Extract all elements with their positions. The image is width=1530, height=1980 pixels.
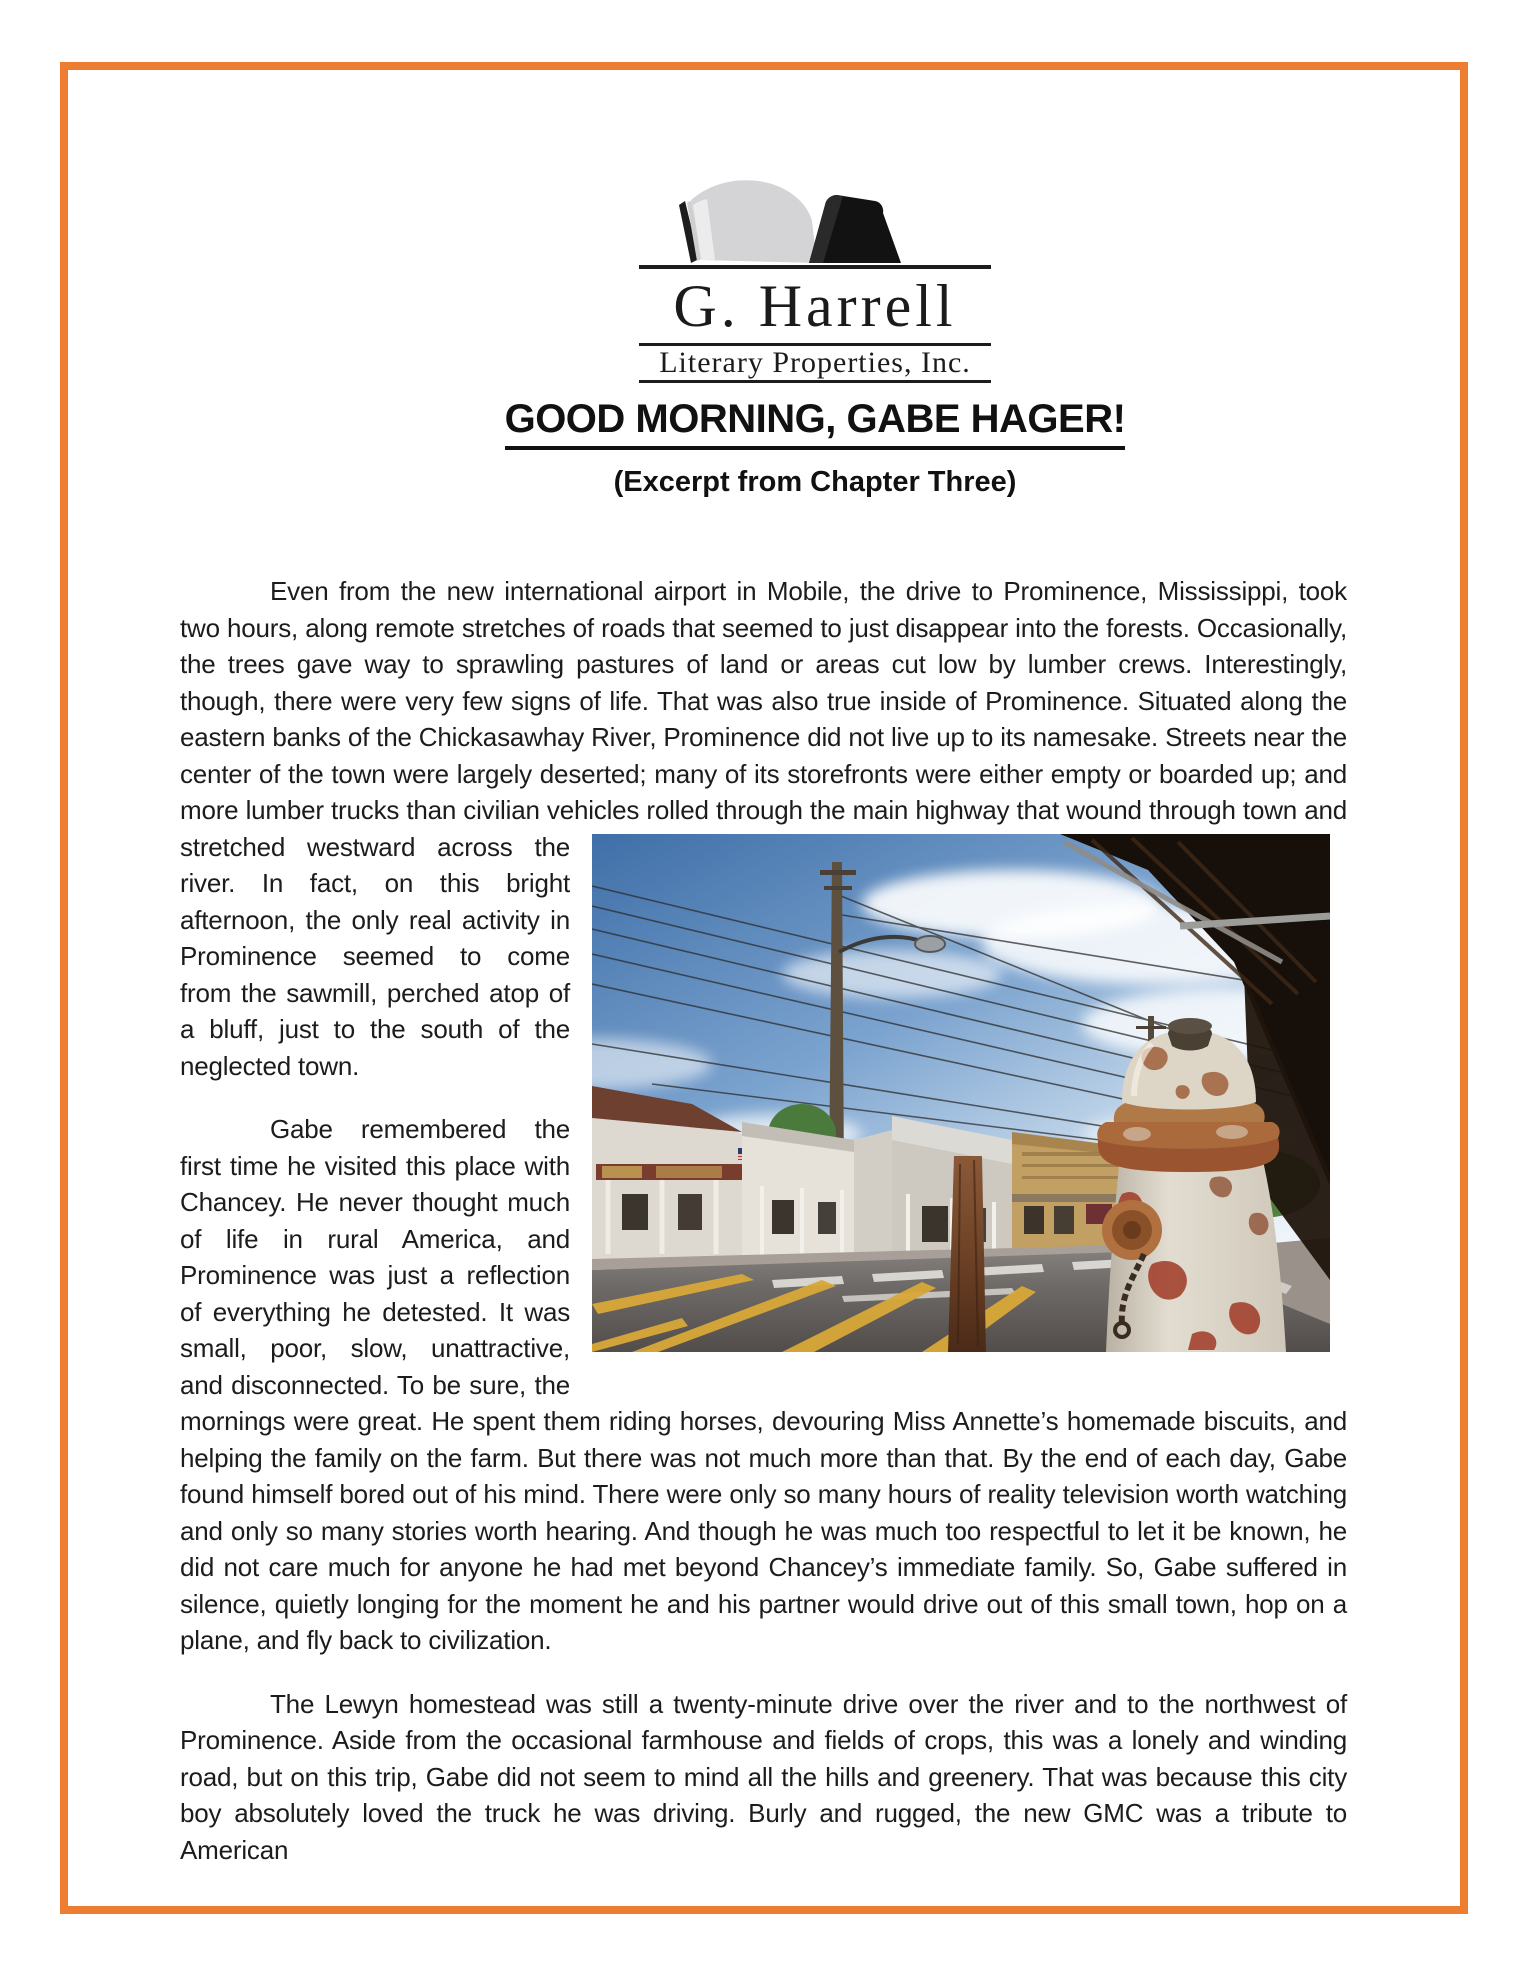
publisher-logo — [639, 175, 991, 383]
logo-tagline: Literary Properties, Inc. — [639, 346, 991, 383]
paragraph-3 — [180, 1686, 1347, 1869]
logo-name-box — [639, 265, 991, 346]
logo-name: G. Harrell — [673, 273, 957, 339]
paragraph-1 — [180, 573, 1347, 1084]
paragraph-3-text: The Lewyn homestead was still a twenty-minute drive over the river and to the northwest of Prominence. Aside from the occasional farmhouse and fields of crops, this was a lonely and winding road, but on this trip, Gabe did not seem to mind all the hills and greenery. That was because this city boy absolutely loved the truck he was driving. Burly and rugged, the new GMC was a tribute to American — [180, 1688, 1347, 1865]
paragraph-1-text: Even from the new international airport in Mobile, the drive to Prominence, Mississippi, took two hours, along remote stretches of roads that seemed to just disappear into the forests. Occasionally, the trees gave way to sprawling pastures of land or areas cut low by lumber crews. Interestingly, though, there were very few signs of life. That was also true inside of Prominence. Situated along the eastern banks of the Chickasawhay River, Prominence did not live up to its namesake. Streets near the center of the town were largely deserted; many of its storefronts were either empty or boarded up; and more lumber trucks than civilian vehicles rolled through the main highway that wound through town and stretched westward across the river. In fact, on this bright afternoon, the only real activity in Prominence seemed to come from the sawmill, perched atop of a bluff, just to the south of the neglected town. — [180, 576, 1347, 1081]
town-street-photo — [592, 834, 1330, 1352]
paragraph-2-text: Gabe remembered the first time he visited this place with Chancey. He never thought much of life in rural America, and Prominence was just a reflection of everything he detested. It was small, poor, slow, unattractive, and disconnected. To be sure, the mornings were great. He spent them riding horses, devouring Miss Annette’s homemade biscuits, and helping the family on the farm. But there was not much more than that. By the end of each day, Gabe found himself bored out of his mind. There were only so many hours of reality television worth watching and only so many stories worth hearing. And though he was much too respectful to let it be known, he did not care much for anyone he had met beyond Chancey’s immediate family. So, Gabe suffered in silence, quietly longing for the moment he and his partner would drive out of this small town, hop on a plane, and fly back to civilization. — [180, 1114, 1347, 1655]
page-title: GOOD MORNING, GABE HAGER! — [180, 397, 1347, 441]
page-subtitle: (Excerpt from Chapter Three) — [613, 466, 1017, 498]
open-book-logo-icon — [639, 175, 991, 265]
document-content — [180, 0, 1347, 1895]
